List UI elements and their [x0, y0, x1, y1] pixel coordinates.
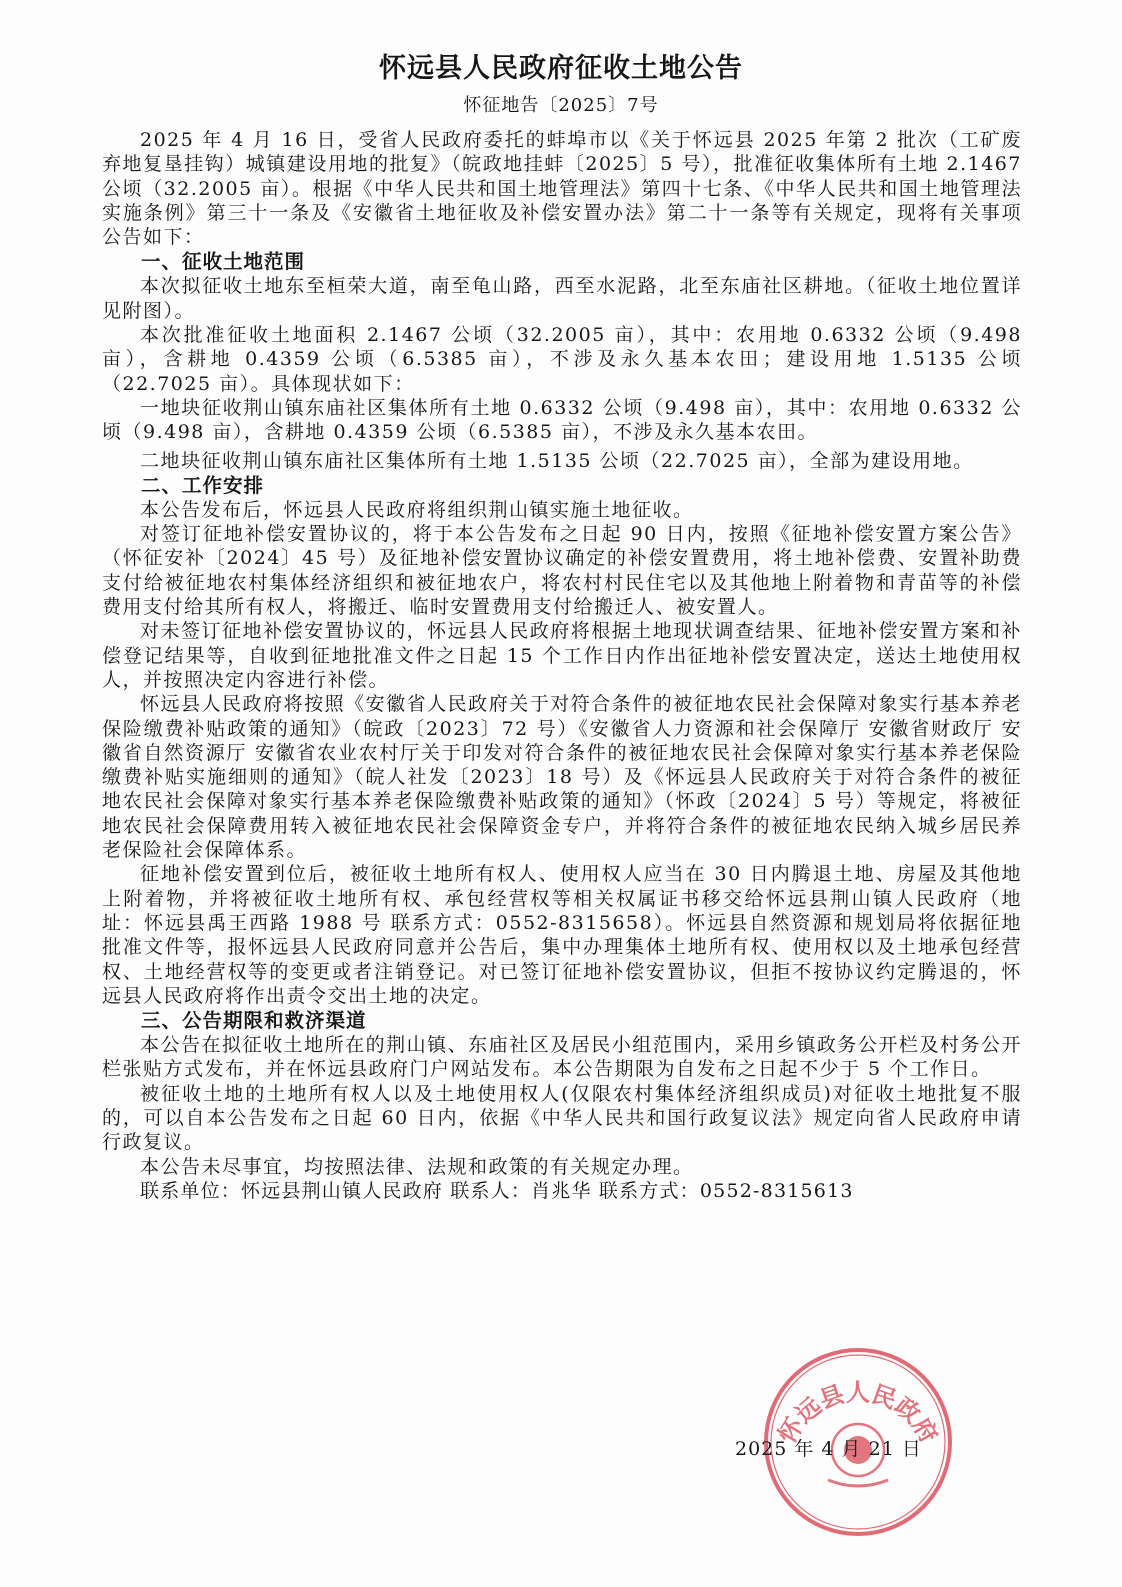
- section-1-heading: 一、征收土地范围: [141, 250, 306, 274]
- contact-line: 联系单位：怀远县荆山镇人民政府 联系人：肖兆华 联系方式：0552-8315613: [140, 1179, 854, 1202]
- section-3-paragraph: 本公告在拟征收土地所在的荆山镇、东庙社区及居民小组范围内，采用乡镇政务公开栏及村务公开栏张贴方式发布，并在怀远县政府门户网站发布。本公告期限为自发布之日起不少于 5 个工作日。: [102, 1034, 1022, 1081]
- section-2-paragraph: 对未签订征地补偿安置协议的，怀远县人民政府将根据土地现状调查结果、征地补偿安置方案和补偿登记结果等，自收到征地批准文件之日起 15 个工作日内作出征地补偿安置决定，送达土地使用权人，并按照决定内容进行补偿。: [102, 620, 1022, 691]
- section-2-paragraph: 怀远县人民政府将按照《安徽省人民政府关于对符合条件的被征地农民社会保障对象实行基本养老保险缴费补贴政策的通知》（皖政〔2023〕72 号）《安徽省人力资源和社会保障厅 安徽省财政厅 安徽省自然资源厅 安徽省农业农村厅关于印发对符合条件的被征地农民社会保障对象实行基本养老保险缴费补贴实施细则的通知》（皖人社发〔2023〕18 号）及《怀远县人民政府关于对符合条件的被征地农民社会保障对象实行基本养老保险缴费补贴政策的通知》（怀政〔2024〕5 号）等规定，将被征地农民社会保障费用转入被征地农民社会保障资金专户，并将符合条件的被征地农民纳入城乡居民养老保险社会保障体系。: [102, 693, 1022, 862]
- section-3-paragraph: 本公告未尽事宜，均按照法律、法规和政策的有关规定办理。: [140, 1155, 694, 1178]
- section-2-paragraph: 征地补偿安置到位后，被征收土地所有权人、使用权人应当在 30 日内腾退土地、房屋及其他地上附着物，并将被征收土地所有权、承包经营权等相关权属证书移交给怀远县荆山镇人民政府（地址：怀远县禹王西路 1988 号 联系方式：0552-8315658）。怀远县自然资源和规划局将依据征地批准文件等，报怀远县人民政府同意并公告后，集中办理集体土地所有权、使用权以及土地承包经营权、土地经营权等的变更或者注销登记。对已签订征地补偿安置协议，但拒不按协议约定腾退的，怀远县人民政府将作出责令交出土地的决定。: [102, 863, 1022, 1007]
- section-1-paragraph: 二地块征收荆山镇东庙社区集体所有土地 1.5135 公顷（22.7025 亩），全部为建设用地。: [140, 449, 974, 472]
- section-3-heading: 三、公告期限和救济渠道: [141, 1009, 367, 1033]
- page-title: 怀远县人民政府征收土地公告: [379, 53, 743, 84]
- document-body: [102, 128, 1022, 1203]
- seal-text: 怀远县人民政府: [772, 1378, 944, 1448]
- section-2-heading: 二、工作安排: [141, 473, 265, 497]
- section-2-paragraph: 对签订征地补偿安置协议的，将于本公告发布之日起 90 日内，按照《征地补偿安置方案公告》（怀征安补〔2024〕45 号）及征地补偿安置协议确定的补偿安置费用，将土地补偿费、安置补助费支付给被征地农村集体经济组织和被征地农户，将农村村民住宅以及其他地上附着物和青苗等的补偿费用支付给其所有权人，将搬迁、临时安置费用支付给搬迁人、被安置人。: [102, 523, 1022, 619]
- document-number: 怀征地告〔2025〕7号: [463, 95, 659, 116]
- seal-emblem-ribbon: [828, 1480, 888, 1486]
- section-1-paragraph: 本次批准征收土地面积 2.1467 公顷（32.2005 亩），其中：农用地 0.6332 公顷（9.498 亩），含耕地 0.4359 公顷（6.5385 亩），不涉及永久基本农田；建设用地 1.5135 公顷（22.7025 亩）。具体现状如下：: [102, 324, 1022, 395]
- intro-paragraph: 2025 年 4 月 16 日，受省人民政府委托的蚌埠市以《关于怀远县 2025 年第 2 批次（工矿废弃地复垦挂钩）城镇建设用地的批复》（皖政地挂蚌〔2025〕5 号），批准征收集体所有土地 2.1467 公顷（32.2005 亩）。根据《中华人民共和国土地管理法》第四十七条、《中华人民共和国土地管理法实施条例》第三十一条及《安徽省土地征收及补偿安置办法》第二十一条等有关规定，现将有关事项公告如下：: [102, 129, 1022, 249]
- issue-date: 2025 年 4 月 21 日: [735, 1438, 922, 1460]
- section-1-paragraph: 本次拟征收土地东至桓荣大道，南至龟山路，西至水泥路，北至东庙社区耕地。（征收土地位置详见附图）。: [102, 275, 1022, 322]
- section-2-paragraph: 本公告发布后，怀远县人民政府将组织荆山镇实施土地征收。: [140, 498, 694, 521]
- section-3-paragraph: 被征收土地的土地所有权人以及土地使用权人(仅限农村集体经济组织成员)对征收土地批复不服的，可以自本公告发布之日起 60 日内，依据《中华人民共和国行政复议法》规定向省人民政府申请行政复议。: [102, 1082, 1022, 1154]
- section-1-paragraph: 一地块征收荆山镇东庙社区集体所有土地 0.6332 公顷（9.498 亩），其中：农用地 0.6332 公顷（9.498 亩），含耕地 0.4359 公顷（6.5385 亩），不涉及永久基本农田。: [102, 396, 1022, 444]
